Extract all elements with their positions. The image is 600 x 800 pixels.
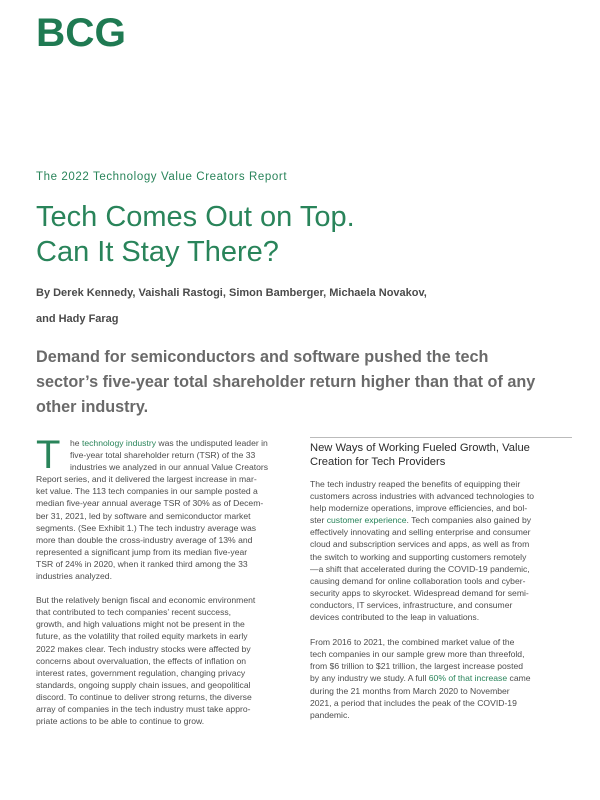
text-line: ber 31, 2021, led by software and semiconductor market xyxy=(36,510,251,521)
bcg-logo xyxy=(36,14,128,50)
text-line: that contributed to tech companies’ recent success, xyxy=(36,607,232,618)
customer-experience-link[interactable]: customer experience xyxy=(326,515,407,526)
text-line: From 2016 to 2021, the combined market value of the xyxy=(310,637,515,648)
text-line: the switch to working and supporting customers remotely xyxy=(310,551,527,562)
text-line: standards, ongoing supply chain issues, and geopolitical xyxy=(36,679,251,690)
text-line: by any industry we study. A full 60% of that increase came xyxy=(310,673,531,684)
text-line: discord. To continue to deliver strong returns, the diverse xyxy=(36,691,252,702)
text-line: segments. (See Exhibit 1.) The tech industry average was xyxy=(36,522,257,533)
text-line: he technology industry was the undisputed leader in xyxy=(70,438,268,448)
svg-text:BCG: BCG xyxy=(36,14,126,50)
text-line: —a shift that accelerated during the COVID-19 pandemic, xyxy=(310,563,530,574)
text-line: concerns about overvaluation, the effects of inflation on xyxy=(36,655,247,666)
market-value-paragraph xyxy=(310,636,572,721)
growth-paragraph xyxy=(310,478,572,623)
text-line: Report series, and it delivered the largest increase in mar- xyxy=(36,474,257,485)
text-line: security apps to skyrocket. Widespread demand for semi- xyxy=(310,587,529,598)
text-line: conductors, IT services, infrastructure, and consumer xyxy=(310,599,513,610)
text-line: ket value. The 113 tech companies in our sample posted a xyxy=(36,486,258,497)
text-line: growth, and high valuations might not be present in the xyxy=(36,619,245,630)
lead-line: other industry. xyxy=(36,398,149,416)
text-line: ster customer experience. Tech companies also gained by xyxy=(310,515,532,526)
increase-link[interactable]: 60% of that increase xyxy=(428,673,508,684)
text-line: five-year total shareholder return (TSR) of the 33 xyxy=(70,450,256,461)
text-line: causing demand for online collaboration tools and cyber- xyxy=(310,575,526,586)
lead-line: sector’s five-year total shareholder return higher than that of any xyxy=(36,373,536,391)
text-line: 2021, a period that includes the peak of the COVID-19 xyxy=(310,697,517,708)
lead-summary xyxy=(36,345,566,420)
left-column xyxy=(36,433,296,727)
text-line: But the relatively benign fiscal and economic environment xyxy=(36,595,256,606)
text-line: industries we analyzed in our annual Value Creators xyxy=(70,462,269,473)
lead-line: Demand for semiconductors and software pushed the tech xyxy=(36,348,489,366)
text-line: array of companies in the tech industry must take appro- xyxy=(36,703,251,714)
outlook-paragraph xyxy=(36,594,296,727)
section-heading xyxy=(310,437,572,469)
title-line: Can It Stay There? xyxy=(36,236,279,268)
text-line: priate actions to be able to continue to grow. xyxy=(36,716,205,727)
heading-line: Creation for Tech Providers xyxy=(310,456,446,468)
text-line: future, as the volatility that roiled equity markets in early xyxy=(36,631,248,642)
text-line: represented a significant jump from its median five-year xyxy=(36,546,248,557)
right-column xyxy=(310,437,572,721)
title-line: Tech Comes Out on Top. xyxy=(36,201,355,233)
text-line: effectively innovating and selling enterprise and consumer xyxy=(310,527,531,538)
text-line: customers across industries with advanced technologies to xyxy=(310,491,535,502)
series-title: The 2022 Technology Value Creators Report xyxy=(36,171,288,183)
author-line: By Derek Kennedy, Vaishali Rastogi, Simon Bamberger, Michaela Novakov, xyxy=(36,287,427,299)
text-line: cloud and subscription services and apps, as well as from xyxy=(310,539,530,550)
text-line: during the 21 months from March 2020 to November xyxy=(310,685,510,696)
author-byline xyxy=(36,280,556,332)
technology-industry-link[interactable]: technology industry xyxy=(81,438,156,448)
text-line: TSR of 24% in 2020, when it ranked third among the 33 xyxy=(36,558,248,569)
text-line: median five-year annual average TSR of 30% as of Decem- xyxy=(36,498,264,509)
text-line: from $6 trillion to $21 trillion, the largest increase posted xyxy=(310,661,524,672)
drop-cap: T xyxy=(36,433,61,477)
document-title xyxy=(36,200,556,270)
text-line: pandemic. xyxy=(310,709,350,720)
text-line: help modernize operations, improve efficiencies, and bol- xyxy=(310,503,528,514)
text-line: tech companies in our sample grew more than threefold, xyxy=(310,649,525,660)
text-line: interest rates, government regulation, changing privacy xyxy=(36,667,246,678)
text-line: industries analyzed. xyxy=(36,571,112,582)
heading-line: New Ways of Working Fueled Growth, Value xyxy=(310,442,530,454)
author-line: and Hady Farag xyxy=(36,313,119,325)
text-line: The tech industry reaped the benefits of equipping their xyxy=(310,479,521,489)
text-line: devices contributed to the leap in valuations. xyxy=(310,612,480,623)
intro-paragraph xyxy=(36,433,296,582)
text-line: 2022 makes clear. Tech industry stocks were affected by xyxy=(36,643,251,654)
text-line: more than double the cross-industry average of 13% and xyxy=(36,534,253,545)
